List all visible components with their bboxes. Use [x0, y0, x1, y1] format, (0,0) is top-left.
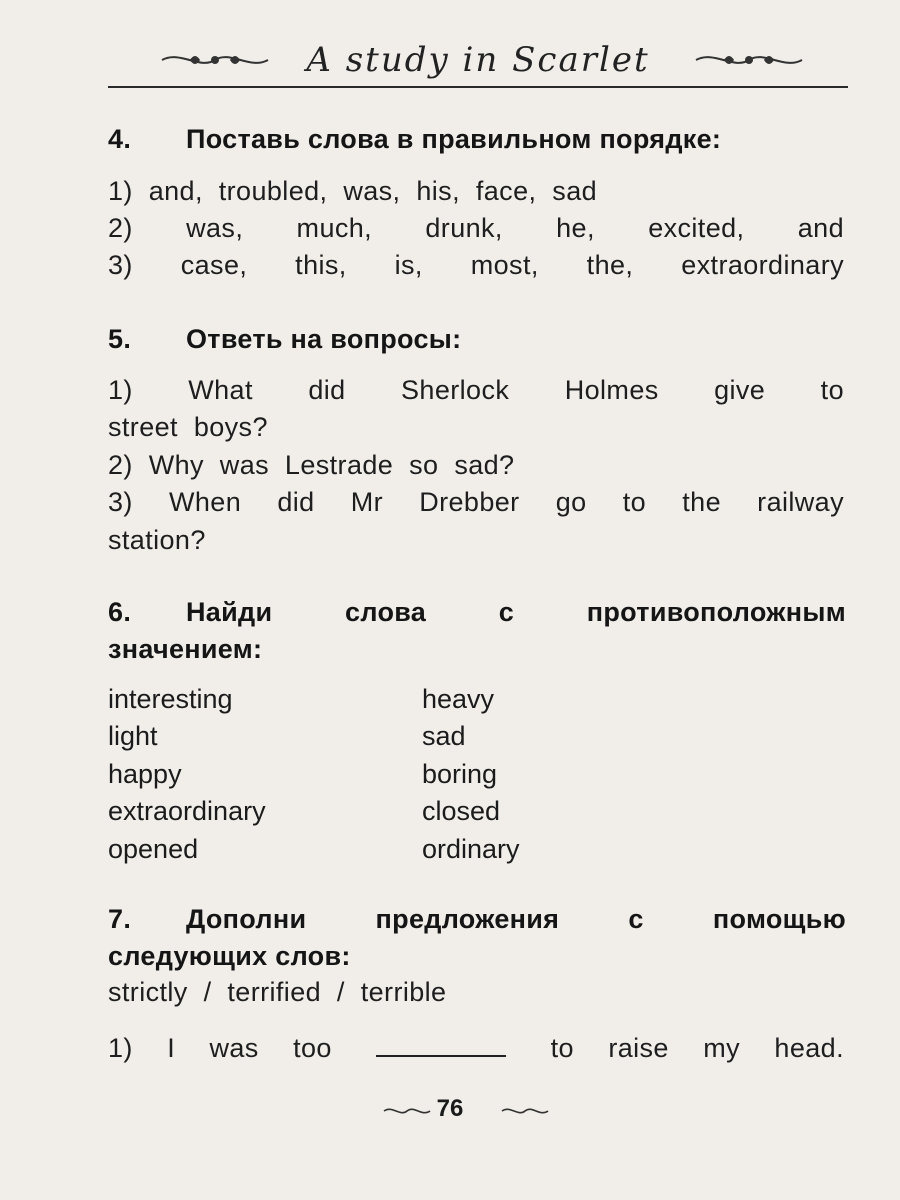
sentence-1-start: 1) I was too	[108, 1033, 332, 1063]
task-6-title	[108, 597, 846, 628]
answer-blank	[376, 1031, 506, 1057]
task-7-sentence-1	[108, 1031, 844, 1064]
word-right-3: boring	[422, 759, 498, 789]
word-right-2: sad	[422, 721, 466, 751]
task-5-line-3: 2) Why was Lestrade so sad?	[108, 450, 515, 480]
footer-right-ornament-icon	[500, 1103, 550, 1119]
task-6-title-line-2: значением:	[108, 634, 263, 664]
word-right-5: ordinary	[422, 834, 520, 864]
task-5-line-1: 1) What did Sherlock Holmes give to	[108, 375, 844, 405]
header-title: A study in Scarlet	[306, 40, 650, 80]
task-5-line-5: station?	[108, 525, 206, 555]
task-5-line-4: 3) When did Mr Drebber go to the railway	[108, 487, 844, 517]
header-rule	[108, 86, 848, 88]
task-5-line-2: street boys?	[108, 412, 268, 442]
task-7-title	[108, 904, 846, 935]
word-left-3: happy	[108, 759, 182, 789]
task-4-item-3: 3) case, this, is, most, the, extraordinary	[108, 250, 844, 280]
right-ornament-icon	[694, 48, 804, 72]
task-7-word-bank: strictly / terrified / terrible	[108, 977, 447, 1007]
word-left-5: opened	[108, 834, 199, 864]
task-6-number: 6.	[108, 597, 132, 627]
word-left-4: extraordinary	[108, 796, 266, 826]
running-header	[108, 38, 848, 92]
task-5-heading: Ответь на вопросы:	[186, 324, 462, 354]
page-footer	[0, 1095, 900, 1135]
task-4-title	[108, 124, 848, 155]
task-5-title	[108, 324, 848, 355]
word-left-1: interesting	[108, 684, 233, 714]
task-4-item-2: 2) was, much, drunk, he, excited, and	[108, 213, 844, 243]
word-left-2: light	[108, 721, 158, 751]
page-number: 76	[436, 1095, 464, 1122]
task-7-title-line-2: следующих слов:	[108, 941, 351, 971]
task-7-number: 7.	[108, 904, 132, 934]
task-4-item-1: 1) and, troubled, was, his, face, sad	[108, 176, 598, 206]
task-4-heading: Поставь слова в правильном порядке:	[186, 124, 722, 154]
task-6-heading: Найди слова с противоположным	[186, 597, 846, 627]
task-5-number: 5.	[108, 324, 132, 354]
word-right-4: closed	[422, 796, 501, 826]
sentence-1-end: to raise my head.	[550, 1033, 844, 1063]
word-right-1: heavy	[422, 684, 495, 714]
task-7-heading: Дополни предложения с помощью	[186, 904, 846, 934]
task-4-number: 4.	[108, 124, 132, 154]
